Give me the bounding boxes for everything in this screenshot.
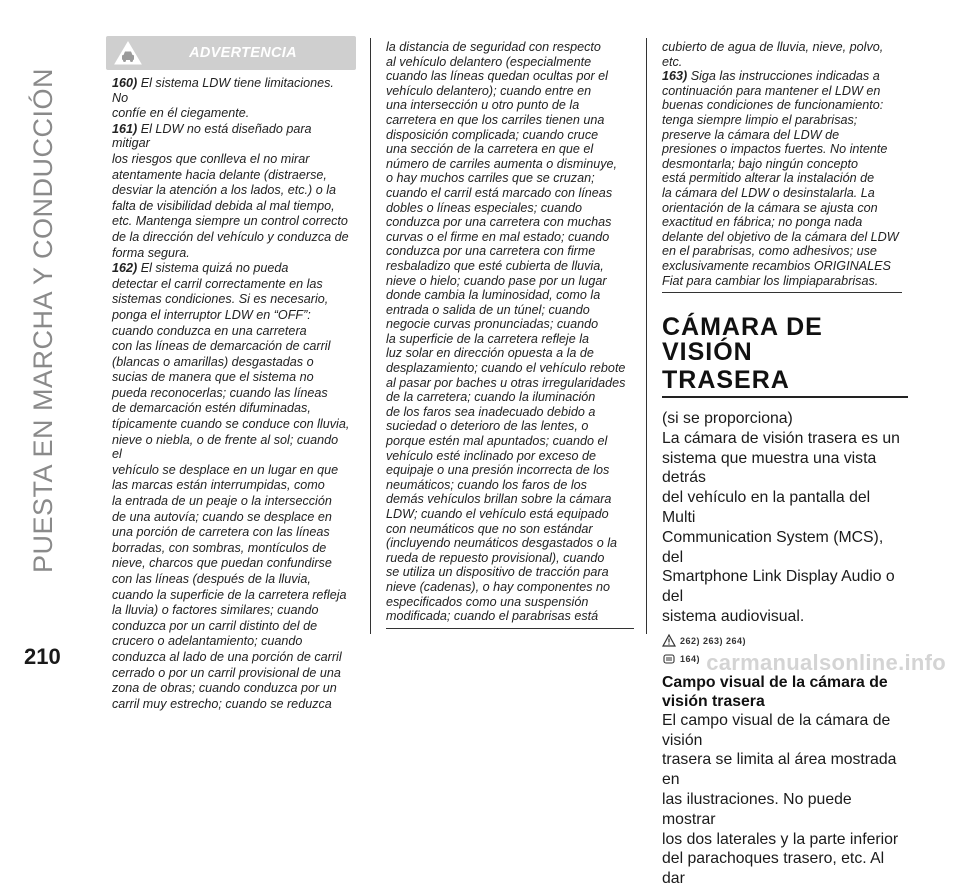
field-of-view-paragraph — [662, 711, 902, 889]
warning-end-box — [662, 40, 902, 293]
section-title-line-2: TRASERA — [662, 366, 790, 395]
warning-item-text: El sistema quizá no pueda — [140, 261, 289, 276]
warning-item-number: 161) — [112, 121, 141, 136]
section-title-line-1: CÁMARA DE VISIÓN — [662, 313, 823, 367]
warning-text-line: con neumáticos que no son estándar — [386, 521, 593, 536]
warning-item-text: El sistema LDW tiene limitaciones. No — [112, 76, 334, 105]
warning-body — [106, 70, 356, 711]
body-line: Smartphone Link Display Audio o del — [662, 568, 895, 606]
warning-text-line: la superficie de la carretera refleje la — [386, 331, 590, 346]
warning-item-line: pueda reconocerlas; cuando las líneas — [112, 385, 328, 400]
warning-item-line: está permitido alterar la instalación de — [662, 171, 875, 186]
warning-item-first-line — [112, 261, 350, 276]
warning-text-line: neumáticos; cuando los faros de los — [386, 477, 587, 492]
warning-text-line: conduzca por una carretera con firme — [386, 244, 596, 259]
warning-item-first-line — [662, 69, 902, 84]
section-heading — [662, 315, 902, 398]
warning-item-line: carril muy estrecho; cuando se reduzca — [112, 696, 332, 711]
warning-text-line: se utiliza un dispositivo de tracción para — [386, 565, 609, 580]
warning-text-line: cuando el carril está marcado con líneas — [386, 185, 613, 200]
warning-reference-line — [662, 633, 902, 649]
warning-item-line: forma segura. — [112, 245, 190, 260]
body-line: trasera se limita al área mostrada en — [662, 751, 897, 789]
warning-item-line: desviar la atención a los lados, etc.) o la — [112, 183, 337, 198]
warning-item-line: orientación de la cámara se ajusta con — [662, 200, 878, 215]
warning-text-line: dobles o líneas especiales; cuando — [386, 200, 583, 215]
warning-item-line: desmontarla; bajo ningún concepto — [662, 156, 859, 171]
warning-item-line: típicamente cuando se conduce con lluvia, — [112, 417, 350, 432]
warning-item-line: falta de visibilidad debida al mal tiempo, — [112, 198, 335, 213]
warning-text-line: nieve o hielo; cuando pase por un lugar — [386, 273, 607, 288]
body-line: sistema audiovisual. — [662, 608, 805, 626]
warning-text-line: desplazamiento; cuando el vehículo rebote — [386, 361, 626, 376]
warning-text-line: negocie curvas pronunciadas; cuando — [386, 317, 599, 332]
warning-item-line: preserve la cámara del LDW de — [662, 127, 840, 142]
warning-item-text: El LDW no está diseñado para mitigar — [112, 121, 312, 151]
warning-text-line: vehículo esté inclinado por exceso de — [386, 448, 597, 463]
warning-item-line: la lluvia) o factores similares; cuando — [112, 603, 319, 618]
warning-text-line: especificados como una suspensión — [386, 594, 589, 609]
warning-text-line: la distancia de seguridad con respecto — [386, 40, 601, 54]
column-divider — [646, 38, 647, 634]
warning-references: 262) 263) 264) — [680, 635, 747, 646]
warning-box — [106, 36, 356, 711]
warning-text-line: al vehículo delantero (especialmente — [386, 54, 592, 69]
warning-item-line: con las líneas de demarcación de carril — [112, 339, 331, 354]
warning-text-line: disposición complicada; cuando cruce — [386, 127, 599, 142]
warning-item-line: exactitud en fábrica; no ponga nada — [662, 215, 863, 230]
warning-text-line: al pasar por baches u otras irregularidades — [386, 375, 626, 390]
warning-item-line: zona de obras; cuando conduzca por un — [112, 681, 337, 696]
warning-text-line: luz solar en dirección opuesta a la de — [386, 346, 594, 361]
warning-item-line: sistemas condiciones. Si es necesario, — [112, 292, 329, 307]
warning-item-line: la cámara del LDW o desinstalarla. La — [662, 185, 875, 200]
warning-item-number: 162) — [112, 261, 141, 276]
warning-item-line: Fiat para cambiar los limpiaparabrisas. — [662, 273, 879, 288]
intro-paragraph — [662, 409, 902, 627]
warning-item-line: delante del objetivo de la cámara del LDW — [662, 229, 899, 244]
warning-text-line: nieve (cadenas), o hay componentes no — [386, 579, 611, 594]
warning-text-line: o hay muchos carriles que se cruzan; — [386, 171, 595, 186]
warning-item-number: 163) — [662, 69, 691, 84]
warning-item-line: cuando conduzca en una carretera — [112, 323, 307, 338]
warning-text-line: etc. — [662, 54, 683, 69]
body-line: sistema que muestra una vista detrás — [662, 449, 877, 487]
warning-item-line: confíe en él ciegamente. — [112, 106, 250, 121]
warning-item-line: conduzca por un carril distinto del de — [112, 618, 318, 633]
warning-continued-column — [386, 40, 634, 651]
warning-text-line: porque estén mal apuntados; cuando el — [386, 434, 608, 449]
warning-item-line: vehículo se desplace en un lugar en que — [112, 462, 339, 477]
warning-item-line: tenga siempre limpio el parabrisas; — [662, 112, 858, 127]
warning-item-line: cuando la superficie de la carretera refleja — [112, 587, 347, 602]
warning-item-line: presiones o impactos fuertes. No intente — [662, 142, 888, 157]
warning-text-line: modificada; cuando el parabrisas está — [386, 609, 599, 624]
warning-item-line: buenas condiciones de funcionamiento: — [662, 98, 884, 113]
warning-text-line: curvas o el firme en mal estado; cuando — [386, 229, 610, 244]
warning-text-line: entrada o salida de un túnel; cuando — [386, 302, 590, 317]
warning-text-line: vehículo delantero); cuando entre en — [386, 83, 592, 98]
warning-text-line: una intersección u otro punto de la — [386, 98, 580, 113]
warning-text-line: una sección de la carretera en que el — [386, 142, 594, 157]
warning-item-line: de la dirección del vehículo y conduzca de — [112, 229, 349, 244]
page-number: 210 — [24, 644, 61, 669]
caution-hand-icon — [662, 652, 676, 665]
warning-item-line: nieve, charcos que puedan confundirse — [112, 556, 332, 571]
warning-item-line: en el parabrisas, como adhesivos; use — [662, 244, 877, 259]
warning-text-line: suciedad o deterioro de las lentes, o — [386, 419, 589, 434]
chapter-side-title — [14, 20, 74, 620]
warning-item-number: 160) — [112, 76, 141, 90]
warning-text-line: donde cambia la luminosidad, como la — [386, 288, 601, 303]
warning-item-line: continuación para mantener el LDW en — [662, 83, 881, 98]
warning-text-line: rueda de repuesto provisional), cuando — [386, 550, 605, 565]
warning-text-line: número de carriles aumenta o disminuye, — [386, 156, 617, 171]
warning-item-line: la entrada de un peaje o la intersección — [112, 494, 332, 509]
warning-item-line: exclusivamente recambios ORIGINALES — [662, 258, 891, 273]
warning-item-first-line — [112, 122, 350, 151]
warning-header — [106, 36, 356, 70]
warning-item-line: cerrado o por un carril provisional de una — [112, 665, 341, 680]
body-line: Communication System (MCS), del — [662, 528, 884, 566]
warning-item-line: nieve o niebla, o de frente al sol; cuando el — [112, 432, 339, 462]
warning-text-line: cuando las líneas quedan ocultas por el — [386, 69, 608, 84]
body-line: La cámara de visión trasera es un — [662, 429, 900, 447]
caution-references: 164) — [680, 653, 701, 664]
warning-text-line: (incluyendo neumáticos desgastados o la — [386, 536, 618, 551]
warning-item-line: (blancas o amarillas) desgastadas o — [112, 354, 314, 369]
warning-item-line: borradas, con sombras, montículos de — [112, 540, 327, 555]
chapter-title-text: PUESTA EN MARCHA Y CONDUCCIÓN — [28, 67, 59, 573]
warning-text-line: cubierto de agua de lluvia, nieve, polvo, — [662, 40, 884, 54]
subsection-heading — [662, 673, 902, 711]
warning-item-line: las marcas están interrumpidas, como — [112, 478, 325, 493]
subhead-line: visión trasera — [662, 692, 765, 710]
warning-item-line: una porción de carretera con las líneas — [112, 525, 330, 540]
warning-text-line: conduzca por una carretera con muchas — [386, 215, 612, 230]
warning-item-line: etc. Mantenga siempre un control correcto — [112, 214, 348, 229]
warning-item-line: de una autovía; cuando se desplace en — [112, 509, 332, 524]
warning-text-line: equipaje o una presión incorrecta de los — [386, 463, 610, 478]
warning-item-line: conduzca al lado de una porción de carril — [112, 649, 342, 664]
body-line: del vehículo en la pantalla del Multi — [662, 489, 871, 527]
subhead-line: Campo visual de la cámara de — [662, 673, 888, 691]
body-line: las ilustraciones. No puede mostrar — [662, 791, 852, 828]
warning-item-line: los riesgos que conlleva el no mirar — [112, 151, 310, 166]
body-line: del parachoques trasero, etc. Al dar — [662, 850, 885, 888]
column-divider — [370, 38, 371, 634]
warning-item-line: detectar el carril correctamente en las — [112, 276, 323, 291]
warning-text-line: LDW; cuando el vehículo está equipado — [386, 507, 609, 521]
warning-text-line: demás vehículos brillan sobre la cámara — [386, 492, 612, 507]
warning-triangle-icon — [662, 634, 676, 647]
warning-text-line: de la carretera; cuando la iluminación — [386, 390, 596, 405]
warning-item-line: atentamente hacia delante (distraerse, — [112, 167, 327, 182]
warning-item-line: ponga el interruptor LDW en “OFF”: — [112, 307, 311, 322]
body-line: (si se proporciona) — [662, 410, 793, 428]
warning-item-first-line — [112, 76, 350, 105]
warning-car-icon — [114, 40, 142, 66]
warning-text-line: carretera en que los carriles tienen una — [386, 112, 605, 127]
warning-item-line: sucias de manera que el sistema no — [112, 370, 314, 385]
warning-text-line: resbaladizo que esté cubierta de lluvia, — [386, 258, 604, 273]
rear-camera-column — [662, 40, 902, 889]
warning-title: ADVERTENCIA — [189, 45, 297, 61]
warning-item-line: de demarcación estén difuminadas, — [112, 401, 311, 416]
section-title-rule — [662, 396, 908, 398]
warning-continued-box — [386, 40, 634, 629]
body-line: El campo visual de la cámara de visión — [662, 711, 891, 749]
watermark: carmanualsonline.info — [706, 650, 946, 675]
warning-item-line: crucero o adelantamiento; cuando — [112, 634, 303, 649]
warning-item-text: Siga las instrucciones indicadas a — [690, 69, 880, 84]
body-line: los dos laterales y la parte inferior — [662, 830, 899, 848]
warning-item-line: con las líneas (después de la lluvia, — [112, 572, 311, 586]
warning-text-line: de los faros sea inadecuado debido a — [386, 404, 596, 419]
